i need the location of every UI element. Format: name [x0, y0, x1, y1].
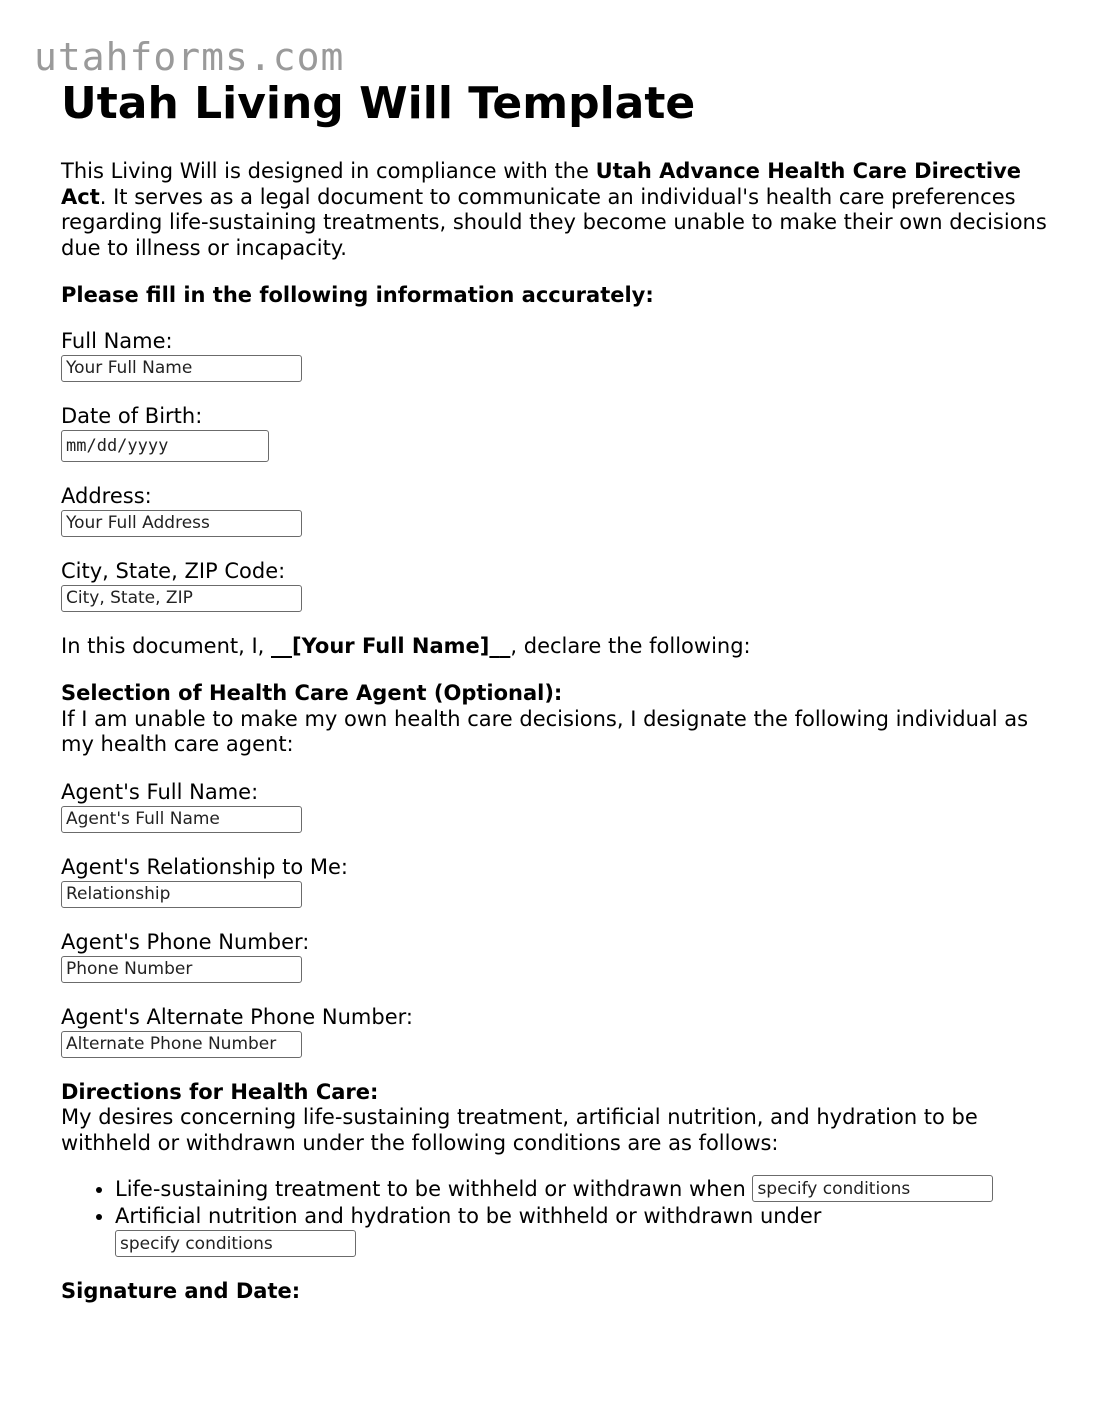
site-watermark: utahforms.com — [34, 35, 345, 79]
city-state-zip-label: City, State, ZIP Code: — [61, 558, 286, 583]
agent-phone-input[interactable] — [61, 956, 302, 983]
agent-section-text: If I am unable to make my own health care decisions, I designate the following individual as my health care agent: — [61, 706, 1029, 756]
date-of-birth-label: Date of Birth: — [61, 403, 203, 428]
declaration-after: , declare the following: — [510, 633, 751, 658]
address-label: Address: — [61, 483, 152, 508]
agent-full-name-label: Agent's Full Name: — [61, 779, 259, 804]
declaration-before: In this document, I, — [61, 633, 272, 658]
intro-text-before: This Living Will is designed in compliance with the — [61, 159, 596, 183]
list-item — [115, 1176, 1051, 1203]
address-input[interactable] — [61, 510, 302, 537]
life-sustaining-conditions-input[interactable] — [752, 1175, 993, 1202]
list-item — [115, 1203, 1051, 1257]
directions-heading: Directions for Health Care: — [61, 1079, 379, 1104]
life-sustaining-item-text: Life-sustaining treatment to be withheld or withdrawn when — [115, 1177, 753, 1201]
nutrition-conditions-input[interactable] — [115, 1230, 356, 1257]
declaration-name-blank: __[Your Full Name]__ — [271, 633, 511, 658]
agent-section — [61, 681, 1051, 1058]
date-of-birth-input[interactable] — [61, 430, 269, 462]
living-will-form — [61, 76, 1051, 1305]
full-name-label: Full Name: — [61, 328, 173, 353]
agent-phone-label: Agent's Phone Number: — [61, 929, 310, 954]
agent-full-name-input[interactable] — [61, 806, 302, 833]
declaration-sentence — [61, 634, 1051, 660]
agent-alt-phone-label: Agent's Alternate Phone Number: — [61, 1004, 413, 1029]
directions-list — [61, 1176, 1051, 1257]
nutrition-item-text: Artificial nutrition and hydration to be withheld or withdrawn under — [115, 1204, 822, 1228]
city-state-zip-input[interactable] — [61, 585, 302, 612]
fill-prompt: Please fill in the following information accurately: — [61, 283, 654, 307]
directions-text: My desires concerning life-sustaining treatment, artificial nutrition, and hydration to be withheld or withdrawn under the following conditions are as follows: — [61, 1105, 978, 1155]
agent-relationship-label: Agent's Relationship to Me: — [61, 854, 349, 879]
agent-alt-phone-input[interactable] — [61, 1031, 302, 1058]
page-title: Utah Living Will Template — [61, 78, 696, 129]
agent-relationship-input[interactable] — [61, 881, 302, 908]
agent-section-heading: Selection of Health Care Agent (Optional): — [61, 681, 563, 705]
signature-heading: Signature and Date: — [61, 1279, 301, 1303]
full-name-input[interactable] — [61, 355, 302, 382]
act-name: Utah Advance Health Care Directive Act — [61, 159, 1022, 209]
intro-text-after: . It serves as a legal document to communicate an individual's health care preferences regarding life-sustaining treatments, should they become unable to make their own decisions due to illness or incapacity. — [61, 184, 1047, 260]
intro-paragraph — [61, 159, 1051, 261]
